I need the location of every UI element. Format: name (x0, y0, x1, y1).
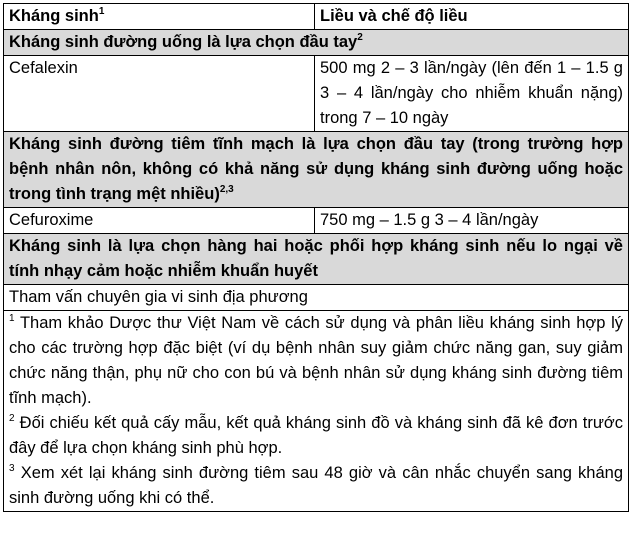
header-antibiotic: Kháng $\sinh^1$ (4, 4, 315, 30)
section-title-row (4, 234, 629, 285)
drug-name: Cefalexin (4, 56, 315, 132)
section-iv-title: Kháng sinh đường tiêm tĩnh mạch là lựa chọn đầu tay (trong trường hợp bệnh nhân nôn, không có khả năng sử dụng kháng sinh đường uống hoặc trong tình trạng mệt nhiều)$^{2,3}$ (4, 132, 629, 208)
footnotes (4, 311, 629, 512)
footnotes-row (4, 311, 629, 512)
drug-dose: 500 mg 2 – 3 lần/ngày (lên đến 1 – 1.5 g 3 – 4 lần/ngày cho nhiễm khuẩn nặng) trong 7 – 10 ngày (315, 56, 629, 132)
footnote-2: $^2$ Đối chiếu kết quả cấy mẫu, kết quả kháng sinh đồ và kháng sinh đã kê đơn trước đây để lựa chọn kháng sinh phù hợp. (9, 412, 624, 457)
section-second-line-title: Kháng sinh là lựa chọn hàng hai hoặc phối hợp kháng sinh nếu lo ngại về tính nhạy cảm hoặc nhiễm khuẩn huyết (4, 234, 629, 285)
footnote-1: $^1$ Tham khảo Dược thư Việt Nam về cách sử dụng và phân liều kháng sinh hợp lý cho các trường hợp đặc biệt (ví dụ bệnh nhân suy giảm chức năng gan, suy giảm chức năng thận, phụ nữ cho con bú và bệnh nhân sử dụng kháng sinh đường tiêm tĩnh mạch). (9, 312, 623, 407)
table-row (4, 208, 629, 234)
section-title-row (4, 30, 629, 56)
header-dosage: Liều và chế độ liều (315, 4, 629, 30)
drug-dose: 750 mg – 1.5 g 3 – 4 lần/ngày (315, 208, 629, 234)
antibiotic-table (3, 3, 629, 512)
section-title-row (4, 132, 629, 208)
table-header-row (4, 4, 629, 30)
table-row (4, 285, 629, 311)
footnote-3: $^3$ Xem xét lại kháng sinh đường tiêm sau 48 giờ và cân nhắc chuyển sang kháng sinh đường uống khi có thể. (9, 462, 623, 507)
drug-name: Cefuroxime (4, 208, 315, 234)
table-row (4, 56, 629, 132)
consult-note: Tham vấn chuyên gia vi sinh địa phương (4, 285, 629, 311)
section-oral-title: Kháng sinh đường uống là lựa chọn đầu tay$^2$ (4, 30, 629, 56)
